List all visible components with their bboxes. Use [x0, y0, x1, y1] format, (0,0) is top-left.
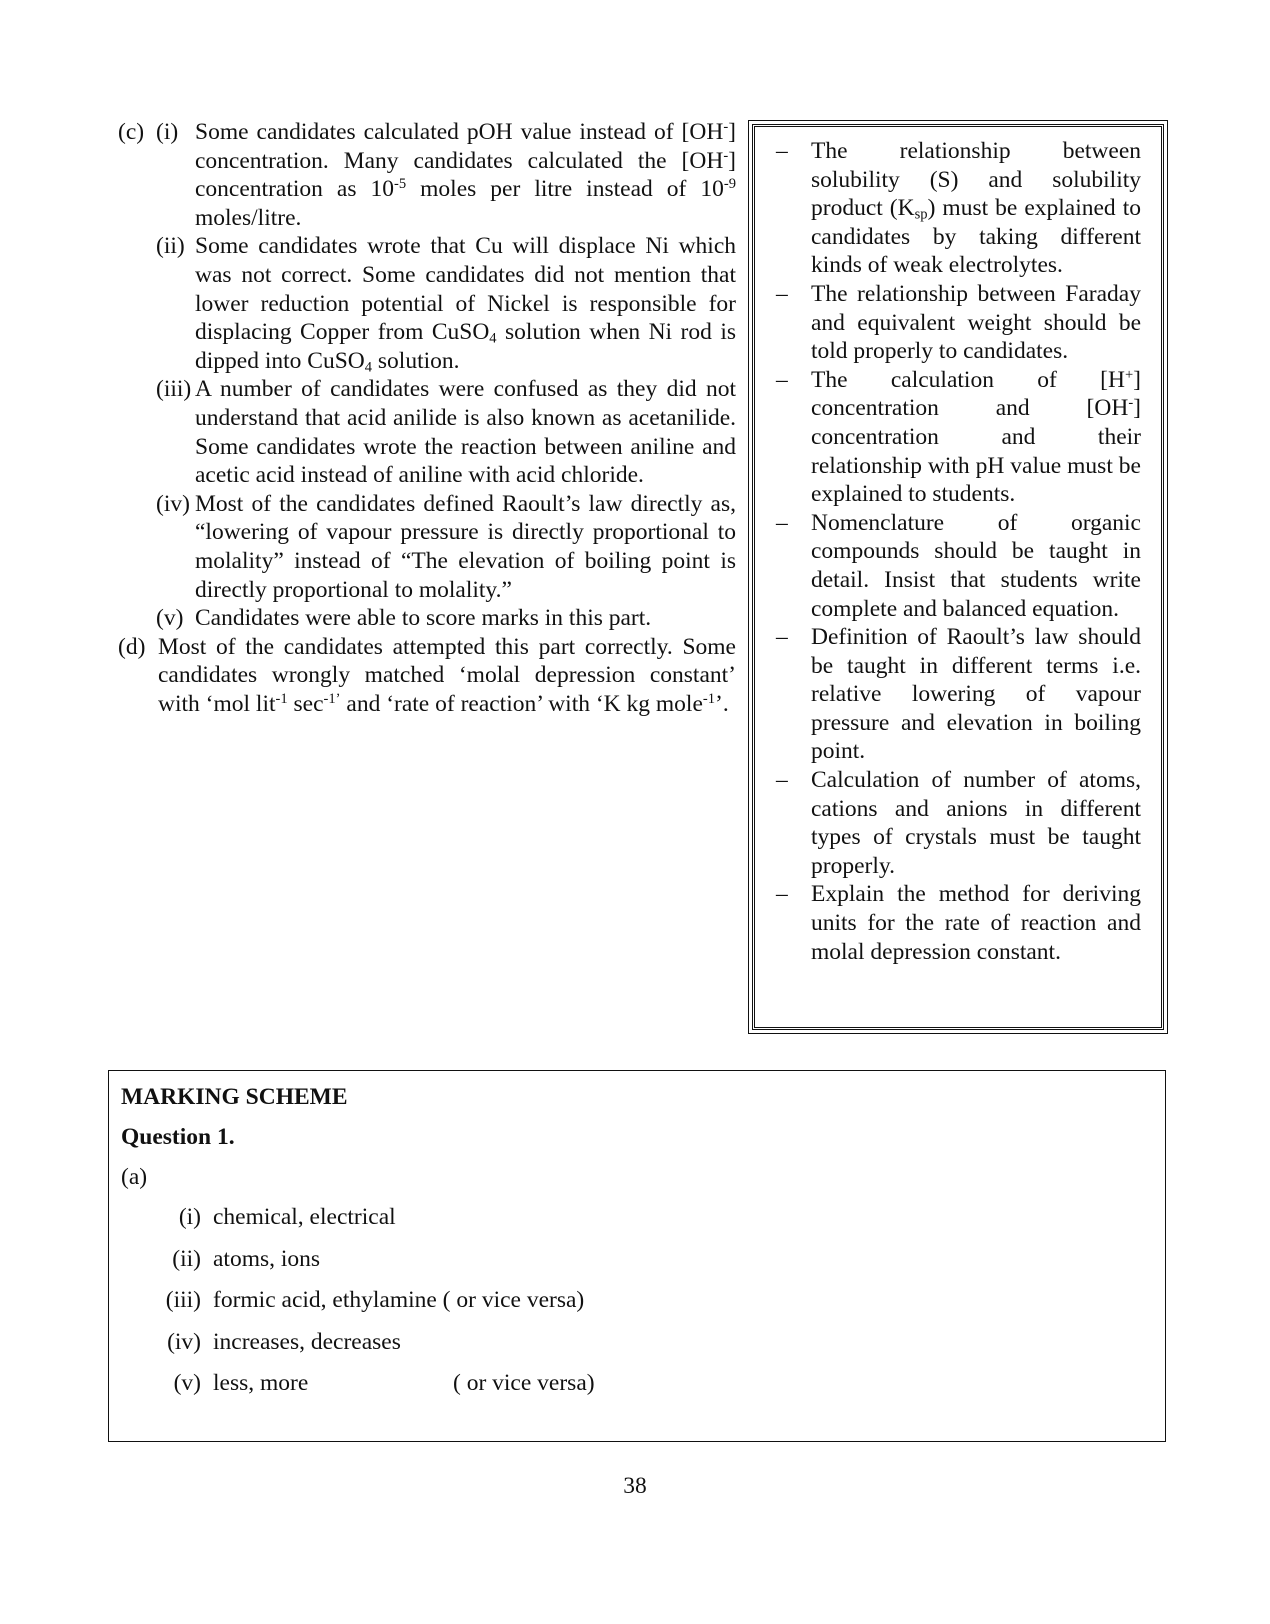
answer-row: [121, 1197, 1153, 1239]
suggestion-text: Nomenclature of organic compounds should be taught in detail. Insist that students write complete and balanced equation.: [811, 509, 1141, 622]
part-label-c: (c): [118, 119, 145, 145]
answer-note: ( or vice versa): [453, 1370, 595, 1396]
comment-d: [118, 633, 736, 719]
comment-text: Some candidates wrote that Cu will displace Ni which was not correct. Some candidates did not mention that lower reduction potential of Nickel is responsible for displacing Copper from CuSO$_4$ solution when Ni rod is dipped into CuSO$_4$ solution.: [195, 233, 736, 376]
suggestion-item: [776, 137, 1141, 280]
answer-text: less, more: [213, 1370, 309, 1396]
dash-bullet: –: [776, 280, 788, 307]
marking-scheme-title: MARKING SCHEME: [121, 1084, 348, 1110]
answer-row: [121, 1363, 1153, 1405]
comment-c-v: [118, 604, 736, 633]
suggestions-box: [752, 124, 1164, 1030]
answer-text: increases, decreases: [213, 1328, 401, 1355]
comment-text: Most of the candidates attempted this part correctly. Some candidates wrongly matched ‘molal depression constant’ with ‘mol lit$^{-1}$ $\sec^{-1’}$ and ‘rate of reaction’ with ‘K kg mole$^{-1}$’.: [158, 633, 736, 717]
suggestion-text: The relationship between Faraday and equivalent weight should be told properly to candidates.: [811, 280, 1141, 365]
page-number: 38: [623, 1473, 647, 1499]
item-number: (ii): [156, 233, 185, 260]
comment-text: Candidates were able to score marks in this part.: [195, 605, 652, 632]
answer-number: (ii): [172, 1245, 201, 1272]
comment-c-iii: [118, 375, 736, 489]
question-title: Question 1.: [121, 1124, 235, 1150]
comment-text: A number of candidates were confused as they did not understand that acid anilide is also known as acetanilide. Some candidates wrote the reaction between aniline and acetic acid instead of aniline with acid chloride.: [195, 376, 736, 489]
examiner-comments: [118, 118, 736, 718]
comment-c-iv: [118, 490, 736, 604]
comment-text: Most of the candidates defined Raoult’s law directly as, “lowering of vapour pressure is directly proportional to molality” instead of “The elevation of boiling point is directly proportional to molality.”: [195, 490, 736, 603]
suggestions-list: [755, 127, 1161, 966]
answer-text: formic acid, ethylamine ( or vice versa): [213, 1287, 585, 1313]
marking-scheme-box: [108, 1070, 1166, 1442]
suggestion-text: The calculation of [H+] concentration and [OH-] concentration and their relationship with pH value must be explained to students.: [811, 366, 1141, 508]
answer-row: [121, 1239, 1153, 1281]
dash-bullet: –: [776, 138, 788, 164]
comment-c-i: [118, 118, 736, 232]
suggestion-text: The relationship between solubility (S) and solubility product $(K_{sp})$ must be explained to candidates by taking different kinds of weak electrolytes.: [811, 138, 1141, 279]
item-number: (iv): [156, 490, 190, 517]
suggestion-item: [776, 623, 1141, 766]
dash-bullet: –: [776, 509, 788, 536]
comment-text: Some candidates calculated pOH value instead of [OH-] concentration. Many candidates calculated the [OH-] concentration as $10^{-5}$ moles per litre instead of $10^{-9}$ moles/litre.: [195, 119, 736, 231]
suggestion-item: [776, 766, 1141, 880]
suggestion-text: Calculation of number of atoms, cations and anions in different types of crystals must be taught properly.: [811, 767, 1141, 879]
suggestion-item: [776, 880, 1141, 966]
suggestion-item: [776, 280, 1141, 366]
comment-c-ii: [118, 232, 736, 375]
answer-row: [121, 1280, 1153, 1322]
dash-bullet: –: [776, 767, 788, 794]
suggestion-item: [776, 366, 1141, 509]
dash-bullet: –: [776, 624, 788, 651]
suggestion-text: Explain the method for deriving units for the rate of reaction and molal depression constant.: [811, 881, 1141, 965]
answer-number: (iii): [165, 1287, 201, 1313]
item-number: (iii): [156, 376, 192, 403]
answer-number: (i): [178, 1204, 201, 1230]
dash-bullet: –: [776, 366, 788, 393]
answer-row: [121, 1322, 1153, 1364]
answer-text: atoms, ions: [213, 1245, 321, 1272]
part-label: (a): [121, 1164, 148, 1190]
answer-text: chemical, electrical: [213, 1204, 396, 1230]
part-label-d: (d): [118, 633, 146, 660]
item-number: (v): [156, 605, 184, 632]
dash-bullet: –: [776, 881, 788, 908]
suggestion-item: [776, 509, 1141, 623]
suggestion-text: Definition of Raoult’s law should be taught in different terms i.e. relative lowering of vapour pressure and elevation in boiling point.: [811, 624, 1141, 765]
item-number: (i): [156, 119, 179, 145]
answer-number: (iv): [167, 1328, 201, 1355]
answer-number: (v): [173, 1370, 201, 1396]
